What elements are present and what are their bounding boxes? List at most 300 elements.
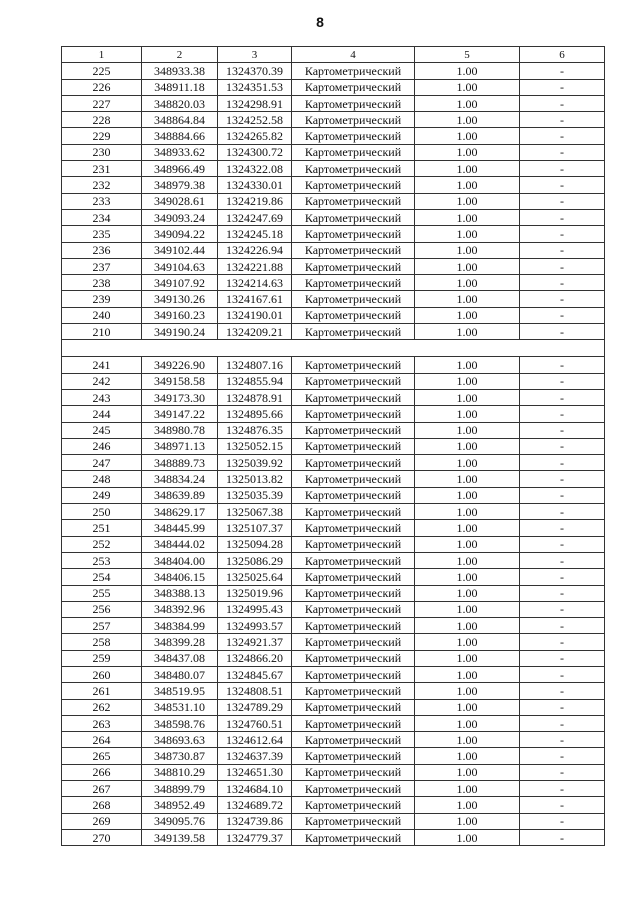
point-number-cell: 259 [62,650,142,666]
method-cell: Картометрический [292,95,415,111]
x-coordinate-cell: 348864.84 [142,112,218,128]
y-coordinate-cell: 1324351.53 [218,79,292,95]
method-cell: Картометрический [292,536,415,552]
point-number-cell: 258 [62,634,142,650]
point-number-cell: 228 [62,112,142,128]
note-cell: - [520,112,605,128]
point-number-cell: 255 [62,585,142,601]
method-cell: Картометрический [292,357,415,373]
note-cell: - [520,813,605,829]
y-coordinate-cell: 1324855.94 [218,373,292,389]
accuracy-cell: 1.00 [415,813,520,829]
table-row [62,209,605,225]
note-cell: - [520,357,605,373]
point-number-cell: 264 [62,732,142,748]
note-cell: - [520,650,605,666]
y-coordinate-cell: 1324921.37 [218,634,292,650]
method-cell: Картометрический [292,373,415,389]
y-coordinate-cell: 1324245.18 [218,226,292,242]
accuracy-cell: 1.00 [415,618,520,634]
note-cell: - [520,291,605,307]
accuracy-cell: 1.00 [415,406,520,422]
method-cell: Картометрический [292,471,415,487]
point-number-cell: 262 [62,699,142,715]
page-number: 8 [316,14,324,30]
point-number-cell: 267 [62,781,142,797]
method-cell: Картометрический [292,618,415,634]
x-coordinate-cell: 348404.00 [142,552,218,568]
point-number-cell: 252 [62,536,142,552]
note-cell: - [520,618,605,634]
table-row [62,324,605,340]
note-cell: - [520,748,605,764]
note-cell: - [520,715,605,731]
note-cell: - [520,258,605,274]
table-row [62,128,605,144]
y-coordinate-cell: 1324637.39 [218,748,292,764]
point-number-cell: 226 [62,79,142,95]
accuracy-cell: 1.00 [415,455,520,471]
x-coordinate-cell: 349139.58 [142,829,218,845]
x-coordinate-cell: 348899.79 [142,781,218,797]
point-number-cell: 249 [62,487,142,503]
method-cell: Картометрический [292,258,415,274]
method-cell: Картометрический [292,226,415,242]
note-cell: - [520,699,605,715]
point-number-cell: 250 [62,504,142,520]
point-number-cell: 238 [62,275,142,291]
x-coordinate-cell: 349130.26 [142,291,218,307]
y-coordinate-cell: 1324895.66 [218,406,292,422]
y-coordinate-cell: 1324221.88 [218,258,292,274]
method-cell: Картометрический [292,552,415,568]
x-coordinate-cell: 348933.62 [142,144,218,160]
table-row [62,748,605,764]
accuracy-cell: 1.00 [415,161,520,177]
y-coordinate-cell: 1324689.72 [218,797,292,813]
x-coordinate-cell: 348820.03 [142,95,218,111]
point-number-cell: 260 [62,666,142,682]
note-cell: - [520,128,605,144]
x-coordinate-cell: 348629.17 [142,504,218,520]
y-coordinate-cell: 1324252.58 [218,112,292,128]
note-cell: - [520,683,605,699]
x-coordinate-cell: 349028.61 [142,193,218,209]
method-cell: Картометрический [292,438,415,454]
x-coordinate-cell: 349093.24 [142,209,218,225]
table-row [62,112,605,128]
empty-cell [292,340,415,357]
accuracy-cell: 1.00 [415,79,520,95]
table-row [62,144,605,160]
table-row [62,504,605,520]
table-row [62,471,605,487]
x-coordinate-cell: 349102.44 [142,242,218,258]
y-coordinate-cell: 1324808.51 [218,683,292,699]
y-coordinate-cell: 1325107.37 [218,520,292,536]
x-coordinate-cell: 348384.99 [142,618,218,634]
method-cell: Картометрический [292,422,415,438]
accuracy-cell: 1.00 [415,536,520,552]
header-cell: 4 [292,47,415,63]
x-coordinate-cell: 349226.90 [142,357,218,373]
note-cell: - [520,764,605,780]
note-cell: - [520,144,605,160]
method-cell: Картометрический [292,128,415,144]
method-cell: Картометрический [292,504,415,520]
accuracy-cell: 1.00 [415,422,520,438]
method-cell: Картометрический [292,209,415,225]
point-number-cell: 235 [62,226,142,242]
note-cell: - [520,79,605,95]
note-cell: - [520,471,605,487]
point-number-cell: 241 [62,357,142,373]
x-coordinate-cell: 348966.49 [142,161,218,177]
note-cell: - [520,161,605,177]
x-coordinate-cell: 349095.76 [142,813,218,829]
method-cell: Картометрический [292,487,415,503]
x-coordinate-cell: 348979.38 [142,177,218,193]
accuracy-cell: 1.00 [415,144,520,160]
point-number-cell: 254 [62,569,142,585]
table-row [62,552,605,568]
y-coordinate-cell: 1324298.91 [218,95,292,111]
accuracy-cell: 1.00 [415,226,520,242]
method-cell: Картометрический [292,813,415,829]
method-cell: Картометрический [292,585,415,601]
note-cell: - [520,666,605,682]
table-row [62,634,605,650]
y-coordinate-cell: 1324760.51 [218,715,292,731]
method-cell: Картометрический [292,242,415,258]
y-coordinate-cell: 1324684.10 [218,781,292,797]
y-coordinate-cell: 1325013.82 [218,471,292,487]
y-coordinate-cell: 1324226.94 [218,242,292,258]
method-cell: Картометрический [292,748,415,764]
note-cell: - [520,389,605,405]
y-coordinate-cell: 1325019.96 [218,585,292,601]
table-row [62,585,605,601]
empty-cell [62,340,142,357]
point-number-cell: 270 [62,829,142,845]
method-cell: Картометрический [292,324,415,340]
accuracy-cell: 1.00 [415,193,520,209]
y-coordinate-cell: 1324167.61 [218,291,292,307]
x-coordinate-cell: 348406.15 [142,569,218,585]
x-coordinate-cell: 348392.96 [142,601,218,617]
y-coordinate-cell: 1325086.29 [218,552,292,568]
method-cell: Картометрический [292,307,415,323]
x-coordinate-cell: 348884.66 [142,128,218,144]
table-row [62,699,605,715]
method-cell: Картометрический [292,715,415,731]
accuracy-cell: 1.00 [415,748,520,764]
table-row [62,307,605,323]
accuracy-cell: 1.00 [415,63,520,79]
table-row [62,455,605,471]
table-row [62,438,605,454]
method-cell: Картометрический [292,79,415,95]
x-coordinate-cell: 348980.78 [142,422,218,438]
accuracy-cell: 1.00 [415,128,520,144]
accuracy-cell: 1.00 [415,504,520,520]
y-coordinate-cell: 1324370.39 [218,63,292,79]
note-cell: - [520,634,605,650]
note-cell: - [520,242,605,258]
note-cell: - [520,585,605,601]
y-coordinate-cell: 1324993.57 [218,618,292,634]
x-coordinate-cell: 348531.10 [142,699,218,715]
note-cell: - [520,732,605,748]
point-number-cell: 242 [62,373,142,389]
accuracy-cell: 1.00 [415,829,520,845]
table-row [62,63,605,79]
y-coordinate-cell: 1325094.28 [218,536,292,552]
note-cell: - [520,829,605,845]
note-cell: - [520,422,605,438]
accuracy-cell: 1.00 [415,487,520,503]
accuracy-cell: 1.00 [415,258,520,274]
point-number-cell: 247 [62,455,142,471]
method-cell: Картометрический [292,650,415,666]
header-cell: 2 [142,47,218,63]
table-row [62,242,605,258]
method-cell: Картометрический [292,144,415,160]
note-cell: - [520,177,605,193]
x-coordinate-cell: 348933.38 [142,63,218,79]
method-cell: Картометрический [292,177,415,193]
method-cell: Картометрический [292,634,415,650]
table-row [62,95,605,111]
accuracy-cell: 1.00 [415,389,520,405]
accuracy-cell: 1.00 [415,357,520,373]
method-cell: Картометрический [292,699,415,715]
point-number-cell: 232 [62,177,142,193]
y-coordinate-cell: 1324789.29 [218,699,292,715]
x-coordinate-cell: 349158.58 [142,373,218,389]
point-number-cell: 244 [62,406,142,422]
x-coordinate-cell: 348810.29 [142,764,218,780]
table-row [62,797,605,813]
y-coordinate-cell: 1324995.43 [218,601,292,617]
accuracy-cell: 1.00 [415,650,520,666]
y-coordinate-cell: 1324876.35 [218,422,292,438]
accuracy-cell: 1.00 [415,569,520,585]
table-row [62,275,605,291]
point-number-cell: 246 [62,438,142,454]
header-cell: 3 [218,47,292,63]
table-row [62,177,605,193]
method-cell: Картометрический [292,732,415,748]
note-cell: - [520,536,605,552]
accuracy-cell: 1.00 [415,666,520,682]
x-coordinate-cell: 348639.89 [142,487,218,503]
accuracy-cell: 1.00 [415,797,520,813]
x-coordinate-cell: 348971.13 [142,438,218,454]
x-coordinate-cell: 348693.63 [142,732,218,748]
method-cell: Картометрический [292,797,415,813]
point-number-cell: 240 [62,307,142,323]
method-cell: Картометрический [292,520,415,536]
y-coordinate-cell: 1325035.39 [218,487,292,503]
accuracy-cell: 1.00 [415,209,520,225]
note-cell: - [520,307,605,323]
x-coordinate-cell: 348399.28 [142,634,218,650]
y-coordinate-cell: 1324779.37 [218,829,292,845]
method-cell: Картометрический [292,829,415,845]
point-number-cell: 251 [62,520,142,536]
note-cell: - [520,193,605,209]
accuracy-cell: 1.00 [415,291,520,307]
point-number-cell: 248 [62,471,142,487]
note-cell: - [520,520,605,536]
accuracy-cell: 1.00 [415,732,520,748]
x-coordinate-cell: 349173.30 [142,389,218,405]
x-coordinate-cell: 348480.07 [142,666,218,682]
table-row [62,829,605,845]
accuracy-cell: 1.00 [415,177,520,193]
group-separator-row [62,340,605,357]
y-coordinate-cell: 1324878.91 [218,389,292,405]
y-coordinate-cell: 1324807.16 [218,357,292,373]
note-cell: - [520,324,605,340]
accuracy-cell: 1.00 [415,552,520,568]
point-number-cell: 233 [62,193,142,209]
table-row [62,569,605,585]
y-coordinate-cell: 1324219.86 [218,193,292,209]
note-cell: - [520,95,605,111]
y-coordinate-cell: 1324739.86 [218,813,292,829]
accuracy-cell: 1.00 [415,781,520,797]
accuracy-cell: 1.00 [415,242,520,258]
x-coordinate-cell: 349107.92 [142,275,218,291]
table-row [62,666,605,682]
method-cell: Картометрический [292,569,415,585]
table-row [62,683,605,699]
note-cell: - [520,552,605,568]
x-coordinate-cell: 348952.49 [142,797,218,813]
x-coordinate-cell: 348437.08 [142,650,218,666]
accuracy-cell: 1.00 [415,764,520,780]
method-cell: Картометрический [292,666,415,682]
y-coordinate-cell: 1324612.64 [218,732,292,748]
note-cell: - [520,373,605,389]
point-number-cell: 261 [62,683,142,699]
table-row [62,618,605,634]
note-cell: - [520,601,605,617]
empty-cell [520,340,605,357]
y-coordinate-cell: 1324651.30 [218,764,292,780]
y-coordinate-cell: 1325039.92 [218,455,292,471]
header-cell: 5 [415,47,520,63]
table-row [62,291,605,307]
accuracy-cell: 1.00 [415,683,520,699]
x-coordinate-cell: 349190.24 [142,324,218,340]
y-coordinate-cell: 1324214.63 [218,275,292,291]
method-cell: Картометрический [292,112,415,128]
point-number-cell: 236 [62,242,142,258]
table-row [62,422,605,438]
table-row [62,601,605,617]
point-number-cell: 268 [62,797,142,813]
y-coordinate-cell: 1325052.15 [218,438,292,454]
accuracy-cell: 1.00 [415,715,520,731]
method-cell: Картометрический [292,291,415,307]
y-coordinate-cell: 1325067.38 [218,504,292,520]
point-number-cell: 269 [62,813,142,829]
point-number-cell: 257 [62,618,142,634]
x-coordinate-cell: 348388.13 [142,585,218,601]
table-row [62,79,605,95]
method-cell: Картометрический [292,275,415,291]
note-cell: - [520,438,605,454]
note-cell: - [520,455,605,471]
table-row [62,536,605,552]
method-cell: Картометрический [292,601,415,617]
note-cell: - [520,209,605,225]
empty-cell [142,340,218,357]
table-row [62,520,605,536]
x-coordinate-cell: 349160.23 [142,307,218,323]
method-cell: Картометрический [292,63,415,79]
method-cell: Картометрический [292,781,415,797]
y-coordinate-cell: 1325025.64 [218,569,292,585]
table-row [62,258,605,274]
x-coordinate-cell: 348834.24 [142,471,218,487]
table-row [62,389,605,405]
y-coordinate-cell: 1324866.20 [218,650,292,666]
point-number-cell: 230 [62,144,142,160]
table-row [62,161,605,177]
x-coordinate-cell: 348911.18 [142,79,218,95]
table-row [62,487,605,503]
note-cell: - [520,226,605,242]
y-coordinate-cell: 1324209.21 [218,324,292,340]
table-row [62,193,605,209]
y-coordinate-cell: 1324265.82 [218,128,292,144]
accuracy-cell: 1.00 [415,520,520,536]
x-coordinate-cell: 348598.76 [142,715,218,731]
accuracy-cell: 1.00 [415,634,520,650]
table-row [62,650,605,666]
point-number-cell: 234 [62,209,142,225]
point-number-cell: 225 [62,63,142,79]
note-cell: - [520,504,605,520]
table-row [62,226,605,242]
table-row [62,732,605,748]
point-number-cell: 239 [62,291,142,307]
table-row [62,813,605,829]
method-cell: Картометрический [292,389,415,405]
accuracy-cell: 1.00 [415,275,520,291]
point-number-cell: 253 [62,552,142,568]
x-coordinate-cell: 348730.87 [142,748,218,764]
method-cell: Картометрический [292,406,415,422]
point-number-cell: 265 [62,748,142,764]
accuracy-cell: 1.00 [415,307,520,323]
accuracy-cell: 1.00 [415,601,520,617]
point-number-cell: 243 [62,389,142,405]
table-row [62,715,605,731]
x-coordinate-cell: 348519.95 [142,683,218,699]
y-coordinate-cell: 1324845.67 [218,666,292,682]
note-cell: - [520,797,605,813]
point-number-cell: 245 [62,422,142,438]
note-cell: - [520,406,605,422]
table-row [62,406,605,422]
coordinates-table-body [62,47,605,846]
note-cell: - [520,781,605,797]
